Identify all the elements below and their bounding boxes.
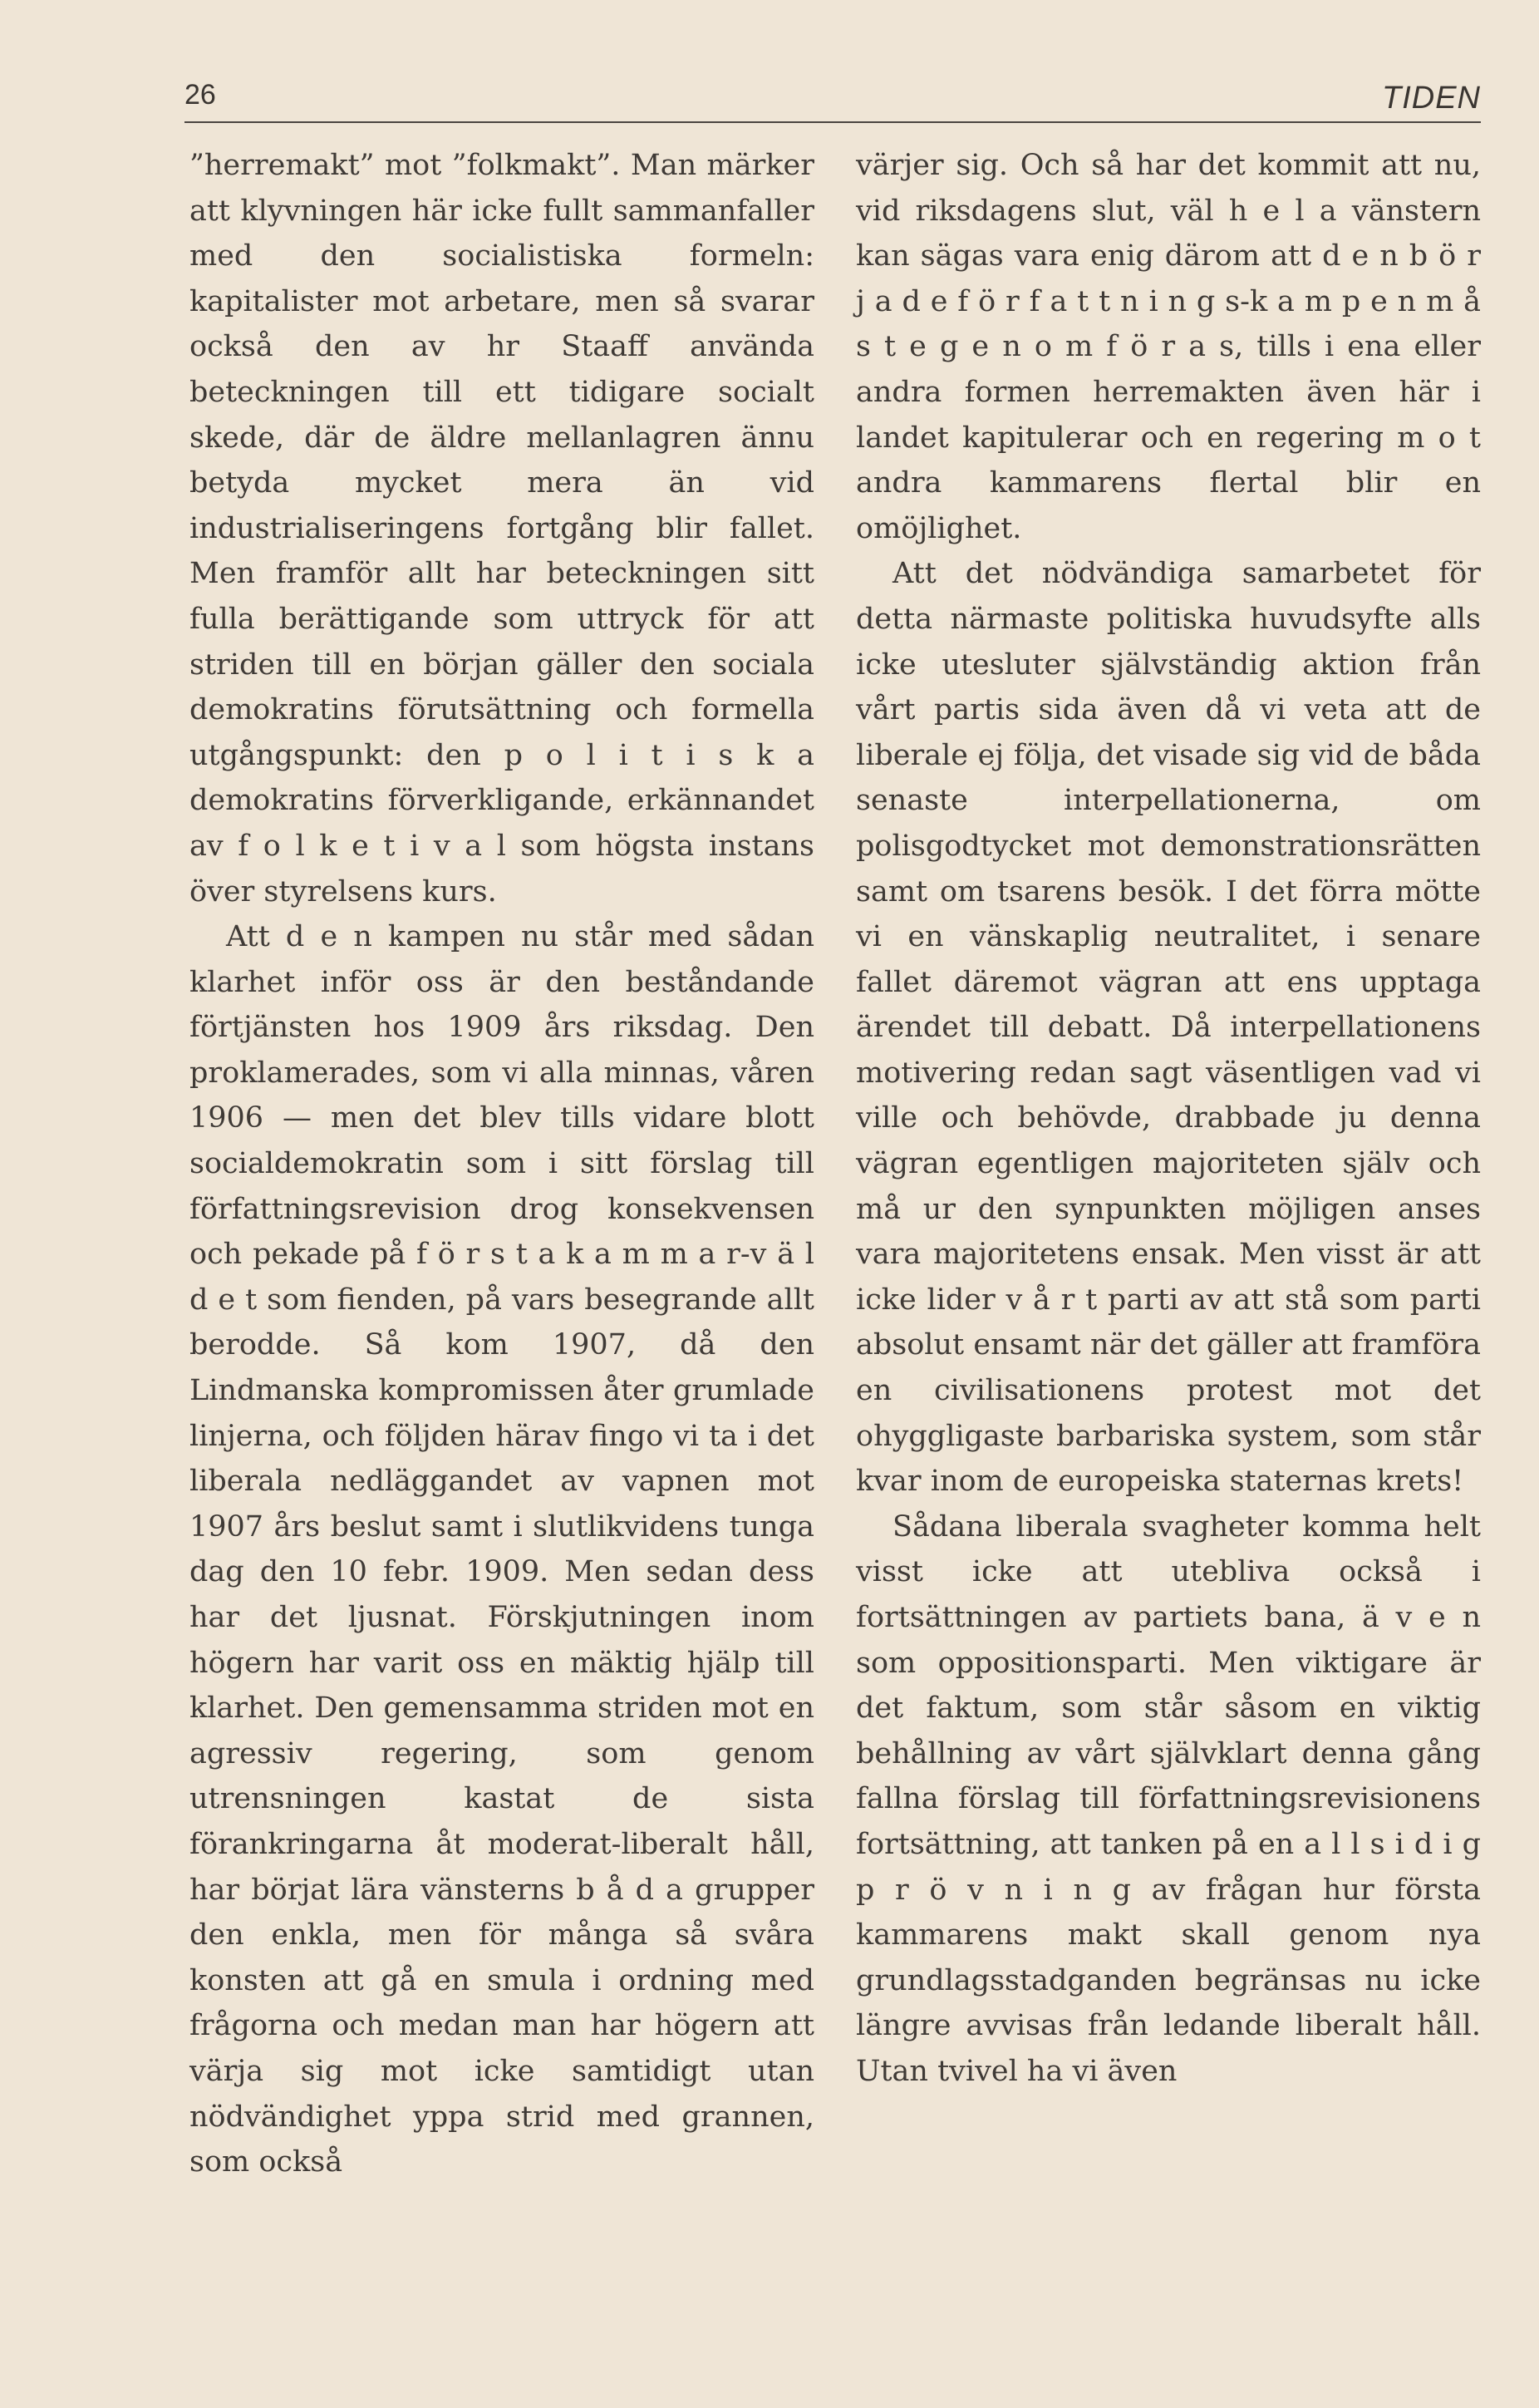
page-number: 26 (184, 79, 216, 111)
running-title: TIDEN (1382, 81, 1481, 116)
page-header (184, 66, 1481, 123)
paragraph: Sådana liberala svagheter komma helt visst icke att utebliva också i fortsättningen av partiets bana, ä v e n som oppositionsparti. Men viktigare är det faktum, som står såsom en viktig behållning av vårt självklart denna gång fallna förslag till författningsrevisionens fortsättning, att tanken på en a l l s i d i g p r ö v n i n g av frågan hur första kammarens makt skall genom nya grundlagsstadganden begränsas nu icke längre avvisas från ledande liberalt håll. Utan tvivel ha vi även (856, 1509, 1481, 2088)
left-column (189, 143, 814, 2185)
paragraph: ”herremakt” mot ”folkmakt”. Man märker att klyvningen här icke fullt sammanfaller med den socialistiska formeln: kapitalister mot arbetare, men så svarar också den av hr Staaff använda beteckningen till ett tidigare socialt skede, där de äldre mellanlagren ännu betyda mycket mera än vid industrialiseringens fortgång blir fallet. Men framför allt har beteckningen sitt fulla berättigande som uttryck för att striden till en början gäller den sociala demokratins förutsättning och formella utgångspunkt: den p o l i t i s k a demokratins förverkligande, erkännandet av f o l k e t i v a l som högsta instans över styrelsens kurs. (189, 149, 814, 909)
right-column (856, 143, 1481, 2095)
paragraph: Att det nödvändiga samarbetet för detta närmaste politiska huvudsyfte alls icke utesluter självständig aktion från vårt partis sida även då vi veta att de liberale ej följa, det visade sig vid de båda senaste interpellationerna, om polisgodtycket mot demonstrationsrätten samt om tsarens besök. I det förra mötte vi en vänskaplig neutralitet, i senare fallet däremot vägran att ens upptaga ärendet till debatt. Då interpellationens motivering redan sagt väsentligen vad vi ville och behövde, drabbade ju denna vägran egentligen majoriteten själv och må ur den synpunkten möjligen anses vara majoritetens ensak. Men visst är att icke lider v å r t parti av att stå som parti absolut ensamt när det gäller att framföra en civilisationens protest mot det ohyggligaste barbariska system, som står kvar inom de europeiska staternas krets! (856, 557, 1481, 1499)
paragraph: Att d e n kampen nu står med sådan klarhet inför oss är den beståndande förtjänsten hos 1909 års riksdag. Den proklamerades, som vi alla minnas, våren 1906 — men det blev tills vidare blott socialdemokratin som i sitt förslag till författningsrevision drog konsekvensen och pekade på f ö r s t a k a m m a r-v ä l d e t som fienden, på vars besegrande allt berodde. Så kom 1907, då den Lindmanska kompromissen åter grumlade linjerna, och följden härav fingo vi ta i det liberala nedläggandet av vapnen mot 1907 års beslut samt i slutlikvidens tunga dag den 10 febr. 1909. Men sedan dess har det ljusnat. Förskjutningen inom högern har varit oss en mäktig hjälp till klarhet. Den gemensamma striden mot en agressiv regering, som genom utrensningen kastat de sista förankringarna åt moderat-liberalt håll, har börjat lära vänsterns b å d a grupper den enkla, men för många så svåra konsten att gå en smula i ordning med frågorna och medan man har högern att värja sig mot icke samtidigt utan nödvändighet yppa strid med grannen, som också (189, 920, 814, 2179)
paragraph: värjer sig. Och så har det kommit att nu, vid riksdagens slut, väl h e l a vänstern kan sägas vara enig därom att d e n b ö r j a d e f ö r f a t t n i n g s-k a m p e n m å s t e g e n o m f ö r a s, tills i ena eller andra formen herremakten även här i landet kapitulerar och en regering m o t andra kammarens flertal blir en omöjlighet. (856, 149, 1481, 545)
